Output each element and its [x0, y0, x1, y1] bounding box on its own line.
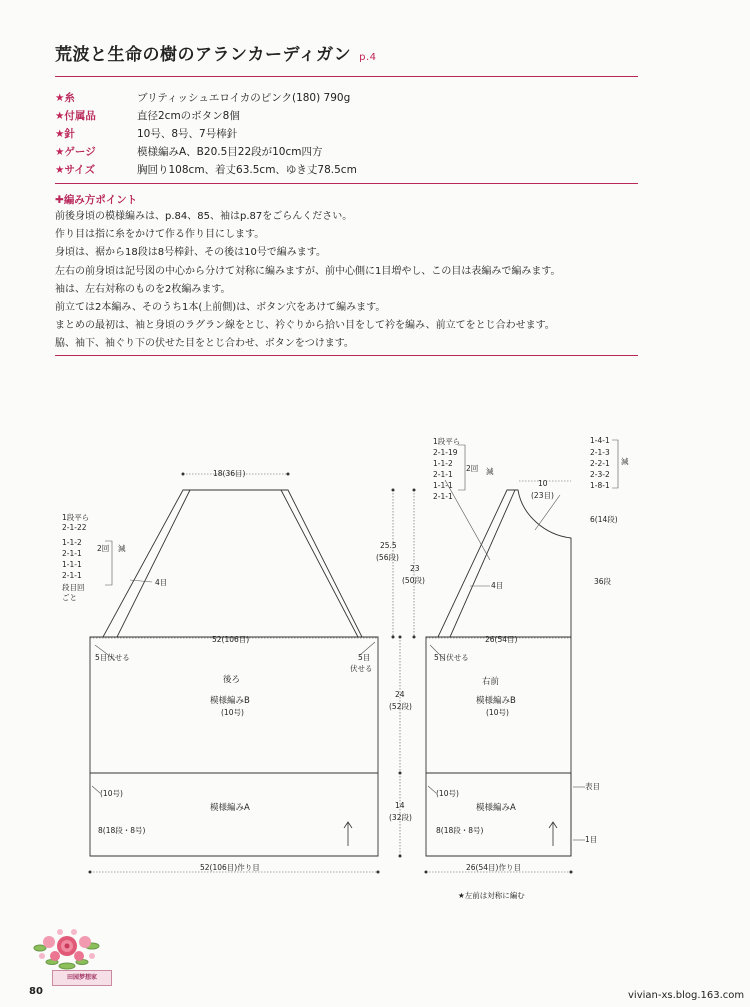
front-neck-0: 1-4-1: [590, 436, 610, 445]
back-width: 52(106目): [212, 635, 250, 644]
front-pattern-b: 模様編みB: [476, 696, 516, 706]
back-pattern-a: 模様編みA: [210, 803, 250, 813]
points-heading: ✚編み方ポイント: [55, 194, 138, 206]
front-knit-stitch: 表目: [585, 782, 600, 791]
front-edge-stitches: 4目: [491, 581, 504, 590]
back-hem-rows: 8(18段・8号): [98, 826, 146, 835]
title-text: 荒波と生命の樹のアランカーディガン: [55, 45, 352, 65]
front-decrease: 減: [486, 467, 494, 476]
star-icon: ★: [55, 128, 65, 140]
spec-row-size: ★サイズ 胸回り108cm、着丈63.5cm、ゆき丈78.5cm: [55, 164, 357, 176]
page-ref: p.4: [359, 52, 377, 63]
front-neck-1: 2-1-3: [590, 448, 610, 457]
points-line: 前後身頃の模様編みは、p.84、85、袖はp.87をごらんください。: [55, 211, 353, 222]
front-needle-a: (10号): [436, 789, 459, 798]
lower-rows: (32段): [389, 813, 412, 822]
front-neck-decrease: 減: [621, 457, 629, 466]
front-sched-0: 1段平ら: [433, 437, 461, 446]
front-name: 右前: [482, 677, 500, 687]
front-pattern-a: 模様編みA: [476, 803, 516, 813]
front-one-stitch: 1目: [585, 835, 598, 844]
front-neck-2: 2-2-1: [590, 459, 610, 468]
front-rows: 36段: [594, 577, 612, 586]
star-icon: ★: [55, 164, 65, 176]
back-row-note-2: ごと: [62, 593, 77, 602]
front-direction-arrow-icon: [549, 822, 557, 846]
back-bind-off-right-1: 5目: [358, 653, 371, 662]
star-icon: ★: [55, 146, 65, 158]
back-raglan-inner-left: [117, 490, 190, 637]
back-sched-1: 2-1-22: [62, 523, 87, 532]
front-neck-rows: 6(14段): [590, 515, 618, 524]
back-sched-5: 2-1-1: [62, 571, 82, 580]
front-sched-1: 2-1-19: [433, 448, 458, 457]
front-repeat: 2回: [466, 464, 479, 473]
body-cm: 23: [410, 564, 420, 573]
raglan-rows: (56段): [376, 553, 399, 562]
back-top-width: 18(36目): [213, 469, 246, 478]
front-sched-2: 1-1-2: [433, 459, 453, 468]
back-sched-4: 1-1-1: [62, 560, 82, 569]
back-raglan-inner-right: [281, 490, 358, 637]
front-width: 26(54目): [485, 635, 518, 644]
star-icon: ★: [55, 110, 65, 122]
footer-credit: vivian-xs.blog.163.com: [628, 990, 745, 1001]
points-line: 前立ては2本編み、そのうち1本(上前側)は、ボタン穴をあけて編みます。: [55, 302, 386, 314]
back-cast-on: 52(106目)作り目: [200, 863, 260, 872]
back-pattern-b: 模様編みB: [210, 696, 250, 706]
spec-row-notions: ★付属品 直径2cmのボタン8個: [55, 110, 240, 122]
back-sched-0: 1段平ら: [62, 513, 90, 522]
front-sched-4: 1-1-1: [433, 481, 453, 490]
back-direction-arrow-icon: [344, 822, 352, 846]
points-line: 脇、袖下、袖ぐり下の伏せた目をとじ合わせ、ボタンをつけます。: [55, 338, 354, 350]
back-bind-off-right-2: 伏せる: [350, 664, 373, 673]
back-sched-3: 2-1-1: [62, 549, 82, 558]
points-line: 袖は、左右対称のものを2枚編みます。: [55, 283, 231, 295]
back-sched-2: 1-1-2: [62, 538, 82, 547]
front-sched-3: 2-1-1: [433, 470, 453, 479]
spec-row-yarn: ★糸 ブリティッシュエロイカのピンク(180) 790g: [55, 92, 351, 104]
back-outline: [90, 490, 378, 856]
back-repeat: 2回: [97, 544, 110, 553]
upper-cm: 24: [395, 690, 405, 699]
spec-row-needles: ★針 10号、8号、7号棒針: [55, 128, 238, 140]
stamp-badge: 田园梦想家: [52, 970, 112, 986]
back-row-note-1: 段目回: [62, 583, 85, 592]
back-edge-stitches: 4目: [155, 578, 168, 587]
front-outline: [426, 490, 571, 856]
front-bind-off: 5目伏せる: [434, 653, 469, 662]
front-neck-3: 2-3-2: [590, 470, 610, 479]
front-hem-rows: 8(18段・8号): [436, 826, 484, 835]
body-rows: (50段): [402, 576, 425, 585]
raglan-cm: 25.5: [380, 541, 397, 550]
upper-rows: (52段): [389, 702, 412, 711]
front-needle-b: (10号): [486, 708, 509, 717]
back-needle-b: (10号): [221, 708, 244, 717]
spec-row-gauge: ★ゲージ 模様編みA、B20.5目22段が10cm四方: [55, 146, 323, 158]
lower-cm: 14: [395, 801, 405, 810]
front-raglan-inner: [450, 490, 515, 637]
back-needle-a: (10号): [100, 789, 123, 798]
front-neck-4: 1-8-1: [590, 481, 610, 490]
front-neck-width-sts: (23目): [531, 491, 554, 500]
star-icon: ★: [55, 92, 65, 104]
points-line: 左右の前身頃は記号図の中心から分けて対称に編みますが、前中心側に1目増やし、この目は表編みで編みます。: [55, 265, 561, 277]
points-line: 作り目は指に糸をかけて作る作り目にします。: [55, 229, 265, 241]
page-number: 80: [29, 986, 43, 997]
front-neck-width-cm: 10: [538, 479, 548, 488]
back-bind-off-left: 5目伏せる: [95, 653, 130, 662]
back-name: 後ろ: [223, 675, 241, 685]
front-sched-5: 2-1-1: [433, 492, 453, 501]
front-cast-on: 26(54目)作り目: [466, 863, 521, 872]
points-line: 身頃は、裾から18段は8号棒針、その後は10号で編みます。: [55, 247, 327, 259]
back-decrease: 減: [118, 544, 126, 553]
plus-icon: ✚: [55, 194, 64, 206]
front-note: ★左前は対称に編む: [458, 891, 525, 900]
points-line: まとめの最初は、袖と身頃のラグラン線をとじ、衿ぐりから拾い目をして衿を編み、前立てをとじ合わせます。: [55, 320, 555, 332]
